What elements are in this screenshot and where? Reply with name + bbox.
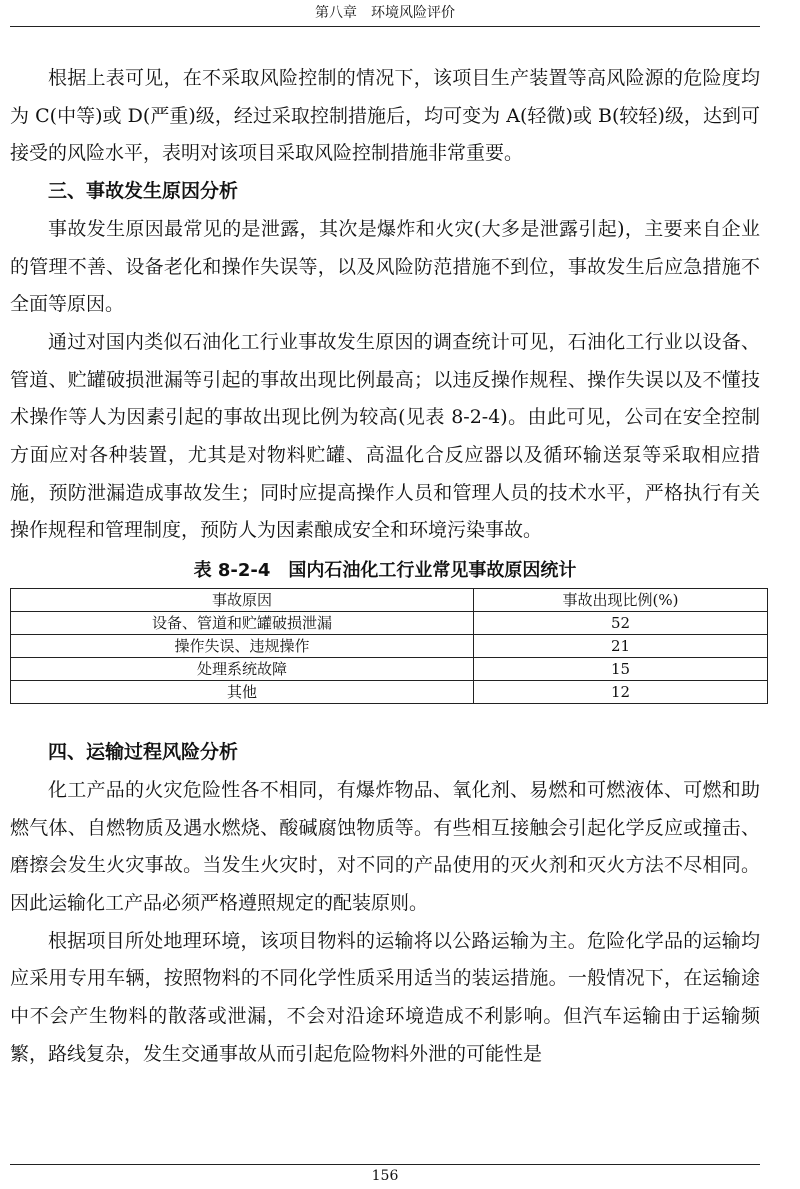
table-header-cell: 事故原因 — [11, 589, 474, 612]
table-row — [11, 612, 768, 635]
table-cell-cause: 处理系统故障 — [11, 658, 474, 681]
table-row — [11, 658, 768, 681]
chapter-title: 第八章 环境风险评价 — [315, 5, 455, 21]
table-row — [11, 635, 768, 658]
page-body — [10, 60, 760, 1073]
paragraph-transport: 根据项目所处地理环境，该项目物料的运输将以公路运输为主。危险化学品的运输均应采用专用车辆，按照物料的不同化学性质采用适当的装运措施。一般情况下，在运输途中不会产生物料的散落或泄漏，不会对沿途环境造成不利影响。但汽车运输由于运输频繁，路线复杂，发生交通事故从而引起危险物料外泄的可能性是 — [10, 929, 760, 1065]
page-number: 156 — [371, 1168, 399, 1184]
page-header — [10, 0, 760, 27]
table-cell-cause: 设备、管道和贮罐破损泄漏 — [11, 612, 474, 635]
accident-cause-table — [10, 588, 768, 704]
paragraph-fire-hazard: 化工产品的火灾危险性各不相同，有爆炸物品、氧化剂、易燃和可燃液体、可燃和助燃气体、自燃物质及遇水燃烧、酸碱腐蚀物质等。有些相互接触会引起化学反应或撞击、磨擦会发生火灾事故。当发生火灾时，对不同的产品使用的灭火剂和灭火方法不尽相同。因此运输化工产品必须严格遵照规定的配装原则。 — [10, 778, 760, 914]
table-cell-ratio: 21 — [474, 635, 768, 658]
table-cell-ratio: 52 — [474, 612, 768, 635]
paragraph-risk-summary: 根据上表可见，在不采取风险控制的情况下，该项目生产装置等高风险源的危险度均为 C(中等)或 D(严重)级，经过采取控制措施后，均可变为 A(轻微)或 B(较轻)级，达到可接受的风险水平，表明对该项目采取风险控制措施非常重要。 — [10, 67, 760, 165]
table-cell-cause: 操作失误、违规操作 — [11, 635, 474, 658]
table-cell-cause: 其他 — [11, 681, 474, 704]
paragraph-statistics: 通过对国内类似石油化工行业事故发生原因的调查统计可见，石油化工行业以设备、管道、贮罐破损泄漏等引起的事故出现比例最高；以违反操作规程、操作失误以及不懂技术操作等人为因素引起的事故出现比例为较高(见表 8-2-4)。由此可见，公司在安全控制方面应对各种装置，尤其是对物料贮罐、高温化合反应器以及循环输送泵等采取相应措施，预防泄漏造成事故发生；同时应提高操作人员和管理人员的技术水平，严格执行有关操作规程和管理制度，预防人为因素酿成安全和环境污染事故。 — [10, 330, 760, 542]
paragraph-accident-causes: 事故发生原因最常见的是泄露，其次是爆炸和火灾(大多是泄露引起)，主要来自企业的管理不善、设备老化和操作失误等，以及风险防范措施不到位，事故发生后应急措施不全面等原因。 — [10, 217, 760, 316]
table-row — [11, 681, 768, 704]
section-heading-accident-causes: 三、事故发生原因分析 — [48, 180, 239, 203]
table-cell-ratio: 15 — [474, 658, 768, 681]
footer-divider — [10, 1164, 760, 1165]
section-heading-transport-risk: 四、运输过程风险分析 — [48, 741, 239, 764]
table-cell-ratio: 12 — [474, 681, 768, 704]
table-caption: 表 8-2-4 国内石油化工行业常见事故原因统计 — [193, 560, 577, 582]
table-header-row — [11, 589, 768, 612]
table-header-cell: 事故出现比例(%) — [474, 589, 768, 612]
